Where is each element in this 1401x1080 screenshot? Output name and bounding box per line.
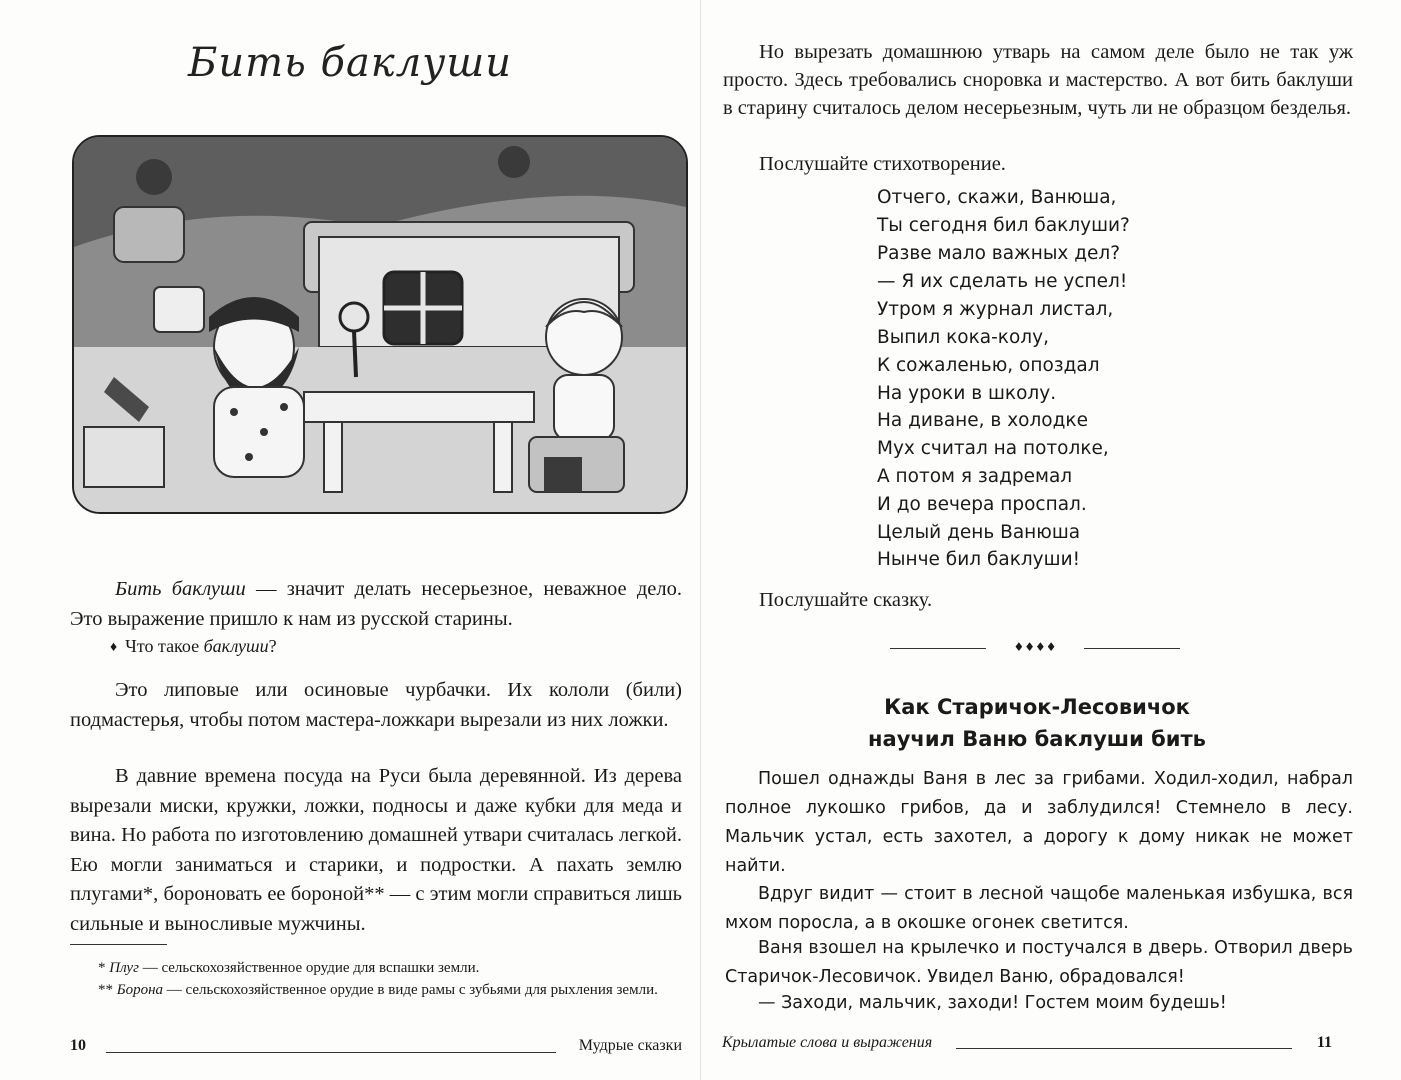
paragraph-utensils: Но вырезать домашнюю утварь на самом деле было не так уж просто. Здесь требовались сноровка и мастерство. А вот бить баклуши в старину считалось делом несерьезным, чуть ли не образцом безделья. bbox=[723, 41, 1353, 119]
intro-term: Бить баклуши bbox=[115, 578, 246, 600]
divider-line-right bbox=[1084, 648, 1180, 649]
running-title: Крылатые слова и выражения bbox=[722, 1034, 933, 1051]
poem-line: Мух считал на потолке, bbox=[877, 438, 1109, 459]
illustration-drawing bbox=[74, 137, 686, 512]
paragraph-listen-poem: Послушайте стихотворение. bbox=[759, 153, 1006, 175]
poem-line: На уроки в школу. bbox=[877, 383, 1057, 404]
footnote-term: Борона bbox=[116, 982, 164, 998]
story-title-line-1: Как Старичок-Лесовичок bbox=[884, 695, 1190, 719]
intro-text: — значит делать несерьезное, неважное дело. Это выражение пришло к нам из русской старины. bbox=[70, 578, 682, 630]
poem-line: К сожаленью, опоздал bbox=[877, 355, 1100, 376]
poem-line: А потом я задремал bbox=[877, 466, 1073, 487]
poem-line: Ты сегодня бил баклуши? bbox=[877, 215, 1130, 236]
footnote-harrow bbox=[70, 980, 682, 1000]
paragraph-chips: Это липовые или осиновые чурбачки. Их кололи (били) подмастерья, чтобы потом мастера-ложкари вырезали из них ложки. bbox=[70, 679, 682, 731]
footer bbox=[722, 1034, 1332, 1058]
poem-line: Отчего, скажи, Ванюша, bbox=[877, 187, 1117, 208]
story-paragraph: Вдруг видит — стоит в лесной чащобе маленькая избушка, вся мхом поросла, а в окошке огонек светится. bbox=[725, 884, 1353, 933]
running-title: Мудрые сказки bbox=[578, 1037, 682, 1054]
poem-line: Нынче бил баклуши! bbox=[877, 549, 1081, 570]
poem-line: И до вечера проспал. bbox=[877, 494, 1087, 515]
page-number: 10 bbox=[70, 1037, 86, 1054]
footnote-mark: ** bbox=[98, 982, 117, 998]
question-suffix: ? bbox=[268, 636, 277, 656]
poem-line: — Я их сделать не успел! bbox=[877, 271, 1128, 292]
footnote-text: — сельскохозяйственное орудие для вспашки земли. bbox=[138, 960, 480, 976]
question-term: баклуши bbox=[203, 636, 269, 656]
footer-rule bbox=[956, 1048, 1292, 1049]
divider-line-left bbox=[890, 648, 986, 649]
footnote-mark: * bbox=[98, 960, 110, 976]
poem-line: Разве мало важных дел? bbox=[877, 243, 1121, 264]
question-prefix: Что такое bbox=[125, 636, 204, 656]
story-title-line-2: научил Ваню баклуши бить bbox=[868, 727, 1206, 751]
story-paragraph: Ваня взошел на крылечко и постучался в дверь. Отворил дверь Старичок-Лесовичок. Увидел Ваню, обрадовался! bbox=[725, 938, 1353, 987]
page-number: 11 bbox=[1316, 1034, 1332, 1051]
illustration bbox=[72, 135, 688, 514]
footnote-plough bbox=[70, 958, 682, 978]
footer bbox=[70, 1037, 682, 1061]
intro-paragraph bbox=[70, 575, 682, 634]
footer-rule bbox=[106, 1052, 556, 1053]
poem-line: На диване, в холодке bbox=[877, 410, 1088, 431]
divider-diamonds-icon: ♦♦♦♦ bbox=[1013, 640, 1057, 654]
paragraph-history: В давние времена посуда на Руси была деревянной. Из дерева вырезали миски, кружки, ложки, подносы и даже кубки для меда и вина. Но работа по изготовлению домашней утвари считалась легкой. Ею могли заниматься и старики, и подростки. А пахать землю плугами*, бороновать ее бороной** — с этим могли справиться лишь сильные и выносливые мужчины. bbox=[70, 765, 682, 935]
footnote-rule bbox=[70, 944, 167, 945]
paragraph-listen-story: Послушайте сказку. bbox=[759, 589, 933, 611]
footnote-text: — сельскохозяйственное орудие в виде рамы с зубьями для рыхления земли. bbox=[163, 982, 658, 998]
question-line bbox=[110, 633, 277, 662]
poem-line: Целый день Ванюша bbox=[877, 522, 1081, 543]
page-title: Бить баклуши bbox=[187, 40, 513, 86]
footnote-term: Плуг bbox=[109, 960, 139, 976]
section-divider bbox=[890, 640, 1180, 656]
poem-line: Выпил кока-колу, bbox=[877, 327, 1049, 348]
diamond-bullet-icon: ♦ bbox=[110, 640, 118, 655]
poem-line: Утром я журнал листал, bbox=[877, 299, 1114, 320]
story-paragraph: — Заходи, мальчик, заходи! Гостем моим будешь! bbox=[758, 993, 1227, 1013]
story-paragraph: Пошел однажды Ваня в лес за грибами. Ходил-ходил, набрал полное лукошко грибов, да и заблудился! Стемнело в лесу. Мальчик устал, есть захотел, а дорогу к дому никак не может найти. bbox=[725, 769, 1353, 876]
